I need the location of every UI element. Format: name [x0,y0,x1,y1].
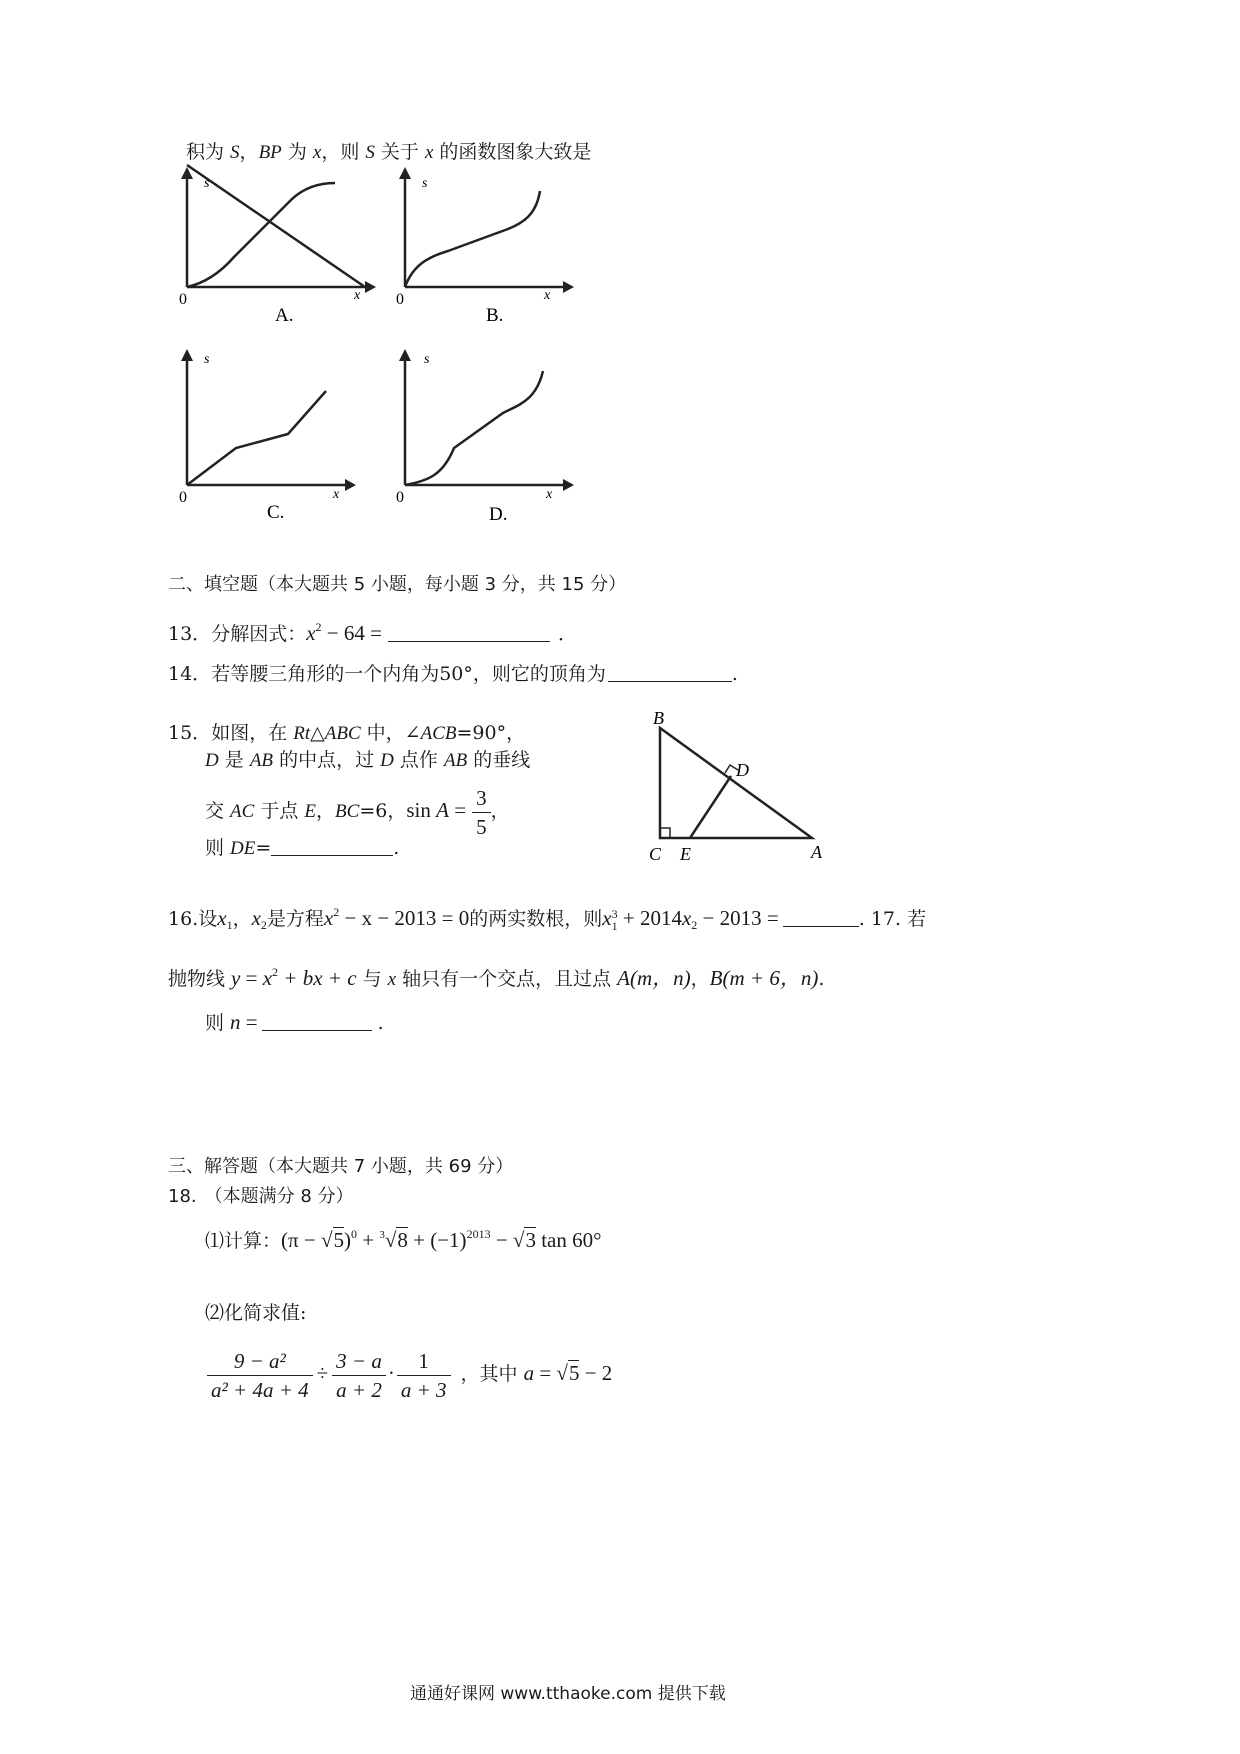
graph-d-x-label: x [546,487,553,502]
question-15-line-4: 则 DE= . [205,837,400,859]
graph-b-y-label: s [422,176,428,191]
footer-credit: 通通好课网 www.tthaoke.com 提供下载 [410,1684,726,1704]
question-15-line-1: 15．如图，在 Rt△ABC 中，∠ACB=90°， [168,722,526,744]
graph-a-x-label: x [354,288,361,303]
answer-blank-14[interactable] [608,681,732,682]
question-15-line-2: D 是 AB 的中点，过 D 点作 AB 的垂线 [205,749,531,771]
graph-d-caption: D. [489,504,508,525]
section-2-heading: 二、填空题（本大题共 5 小题，每小题 3 分，共 15 分） [168,574,627,595]
graph-d-y-label: s [424,352,430,367]
question-18-part-2-expression: $\frac{\text{9 − a²}}{\text{a² + 4a + 4}}$ ÷ $\frac{3 - a}{a + 2}$ · $\frac{1}{a + 3}$ ，其中 a = √5 − 2 [207,1343,612,1404]
answer-blank-13[interactable] [388,641,550,642]
question-18-header: 18. （本题满分 8 分） [168,1186,354,1207]
graph-b-caption: B. [486,305,504,326]
graph-b-origin: 0 [396,291,404,308]
graph-c-y-label: s [204,352,210,367]
question-18-part-2-label: ⑵化简求值: [205,1302,307,1324]
question-17-line-1: 抛物线 $y = x^2$ + bx + c 与 x 轴只有一个交点，且过点 A(m，n)，B(m + 6，n). [168,965,825,990]
sin-fraction: $\frac{3}{5}$ [472,785,491,840]
answer-blank-17[interactable] [262,1030,372,1031]
label-e: E [680,844,691,864]
graph-a-origin: 0 [179,291,187,308]
graph-a [170,165,370,335]
graph-d-origin: 0 [396,489,404,506]
question-15-line-3: 交 AC 于点 E，BC=6，sin A = $\frac{3}{5}$ ， [205,785,510,839]
graph-c [170,345,370,525]
question-13: 13．分解因式：$x^2 - 64$ = ． [168,620,577,645]
graph-a-y-label: s [204,176,210,191]
graph-b-x-label: x [544,288,551,303]
question-18-part-1: ⑴计算：$(\pi - √5)^0 + ^3√8 + (-1)^{2013} - √3$ tan 60° [205,1227,602,1252]
question-14: 14．若等腰三角形的一个内角为50°，则它的顶角为 . [168,663,738,685]
label-d: D [736,760,749,780]
graph-b [388,165,588,335]
graph-a-caption: A. [275,305,294,326]
graph-d [388,345,588,525]
fraction-2: $\frac{3 - a}{a + 2}$ [332,1348,386,1403]
graph-c-caption: C. [267,502,285,523]
label-c: C [649,844,662,864]
label-b: B [653,708,664,728]
section-3-heading: 三、解答题（本大题共 7 小题，共 69 分） [168,1156,514,1177]
fraction-3: $\frac{1}{a + 3}$ [397,1348,451,1403]
triangle-figure [640,708,860,868]
graph-c-x-label: x [333,487,340,502]
label-a: A [811,842,822,862]
graph-c-origin: 0 [179,489,187,506]
question-intro-line: 积为 S，BP 为 x，则 S 关于 x 的函数图象大致是 [186,141,592,163]
answer-blank-16[interactable] [783,926,859,927]
answer-blank-15[interactable] [271,855,393,856]
fraction-1: $\frac{\text{9 − a²}}{\text{a² + 4a + 4}}$ [207,1348,313,1403]
question-16: 16.设$x_1$，$x_2$是方程$x^2 - x - 2013 = 0$的两实数根，则x 3 1 + $2014x_2 - 2013$ = . 17. 若 [168,905,927,934]
question-17-line-2: 则 n = . [205,1010,384,1034]
